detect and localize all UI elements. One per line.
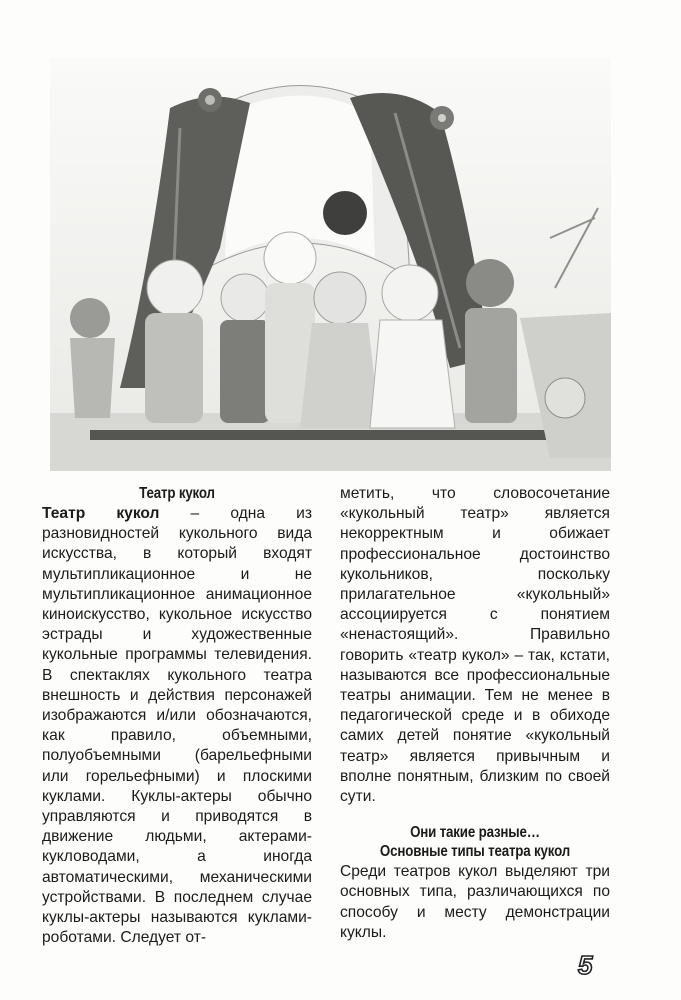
subsection-title — [359, 823, 591, 861]
continued-paragraph: метить, что словосочетание «кукольный театр» является некорректным и обижает профессиональное достоинство кукольников, поскольку прилагательное «кукольный» ассоциируется с понятием «ненастоящий». Правильно говорить «театр кукол» – так, кстати, называются все профессиональные театры анимации. Тем не менее в педагогической среде и в обиходе самих детей понятие «кукольный театр» является привычным и вполне понятным, близким по своей сути. — [340, 485, 610, 806]
left-column — [42, 484, 312, 948]
section-title: Театр кукол — [139, 485, 215, 502]
subsection-title-line1: Они такие разные… — [410, 824, 540, 842]
intro-paragraph — [42, 504, 312, 948]
right-column — [340, 484, 610, 943]
page-number: 5 — [578, 950, 593, 980]
types-paragraph: Среди театров кукол выделяют три основных типа, различающихся по способу и месту демонстрации куклы. — [340, 863, 610, 941]
puppet-theatre-photo — [50, 58, 611, 471]
subsection-title-line2: Основные типы театра кукол — [379, 843, 571, 861]
intro-text: – одна из разновидностей кукольного вида искусства, в который входят мультипликационное и не мультипликационное анимационное киноискусство, кукольное искусство эстрады и художественные кукольные программы телевидения. В спектаклях кукольного театра внешность и действия персонажей изображаются и/или обозначаются, как правило, объемными, полуобъемными (барельефными или горельефными) и плоскими куклами. Куклы-актеры обычно управляются и приводятся в движение людьми, актерами-кукловодами, а иногда автоматическими, механическими устройствами. В последнем случае куклы-актеры называются куклами-роботами. Следует от- — [42, 505, 312, 947]
defined-term: Театр кукол — [42, 505, 160, 522]
photo-illustration — [50, 58, 611, 471]
